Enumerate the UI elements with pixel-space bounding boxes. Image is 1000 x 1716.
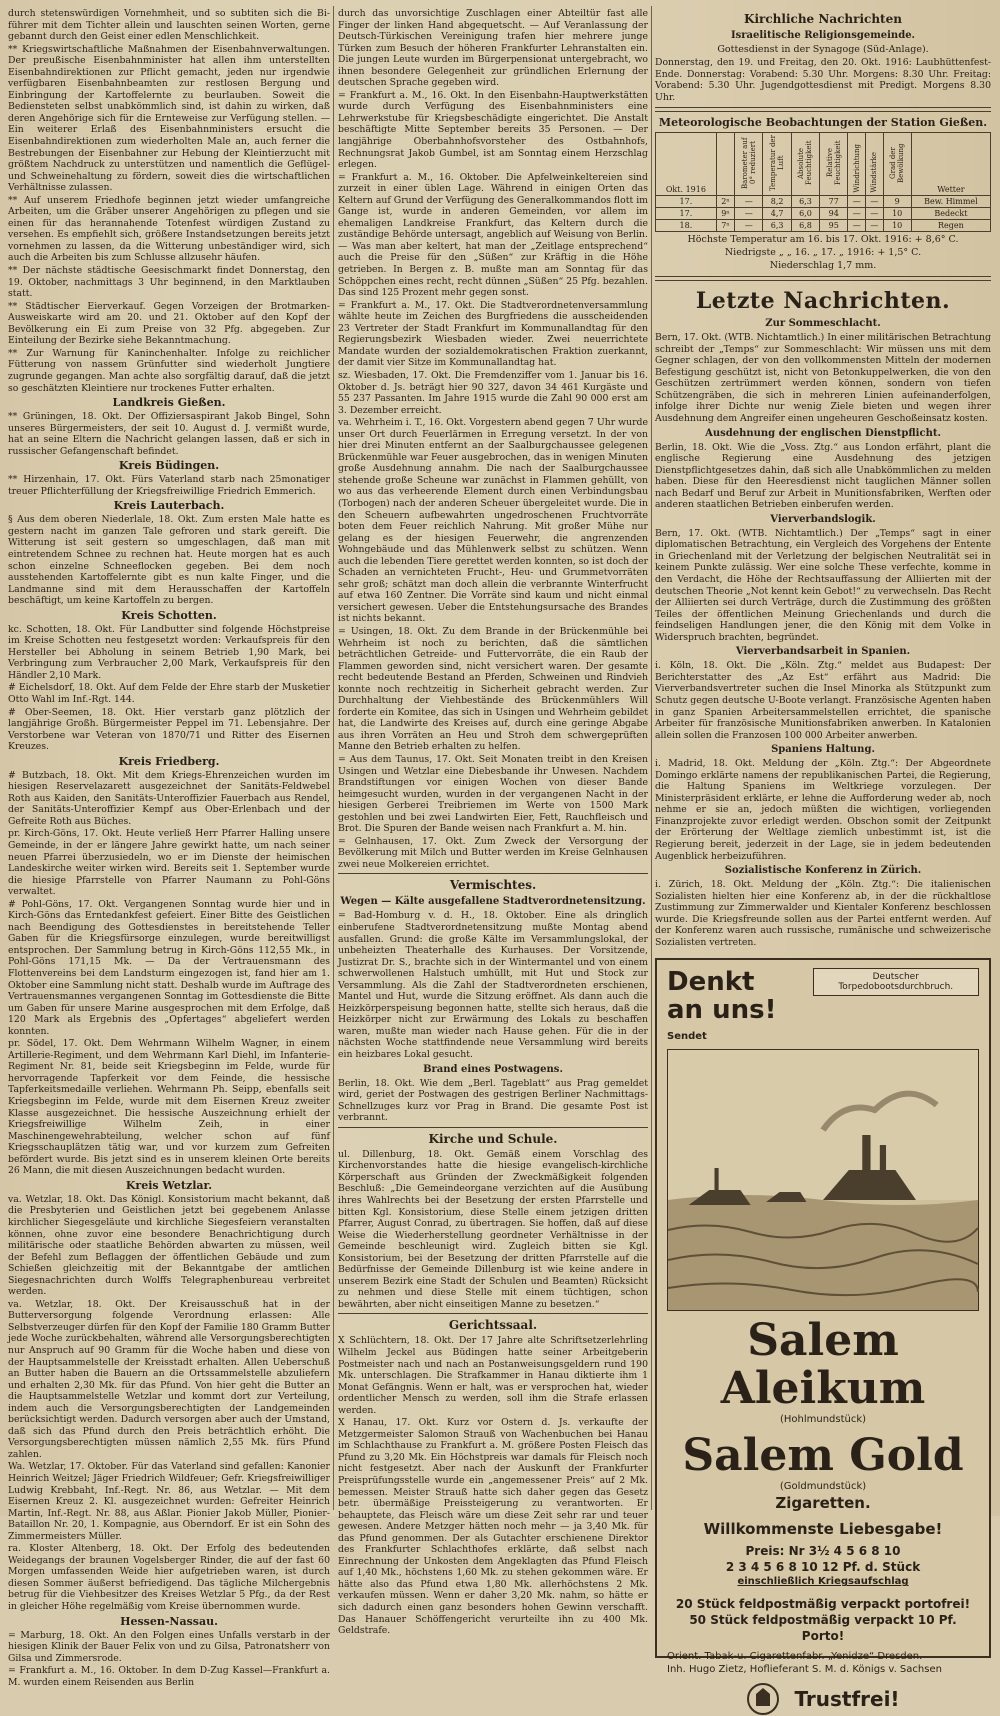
article-headline: Brand eines Postwagens.	[423, 1063, 563, 1075]
article-text: # Eichelsdorf, 18. Okt. Auf dem Felde der Ehre starb der Musketier Otto Wahl im Inf.-Rgt. 144.	[8, 682, 330, 705]
section-heading: Kreis Wetzlar.	[125, 1178, 213, 1192]
ship-scene-icon	[668, 1050, 978, 1310]
ad-sea-battle-illustration	[667, 1049, 979, 1311]
article-text: Berlin, 18. Okt. Wie die „Voss. Ztg.“ aus London erfährt, plant die englische Regierung eine Ausdehnung des jetzigen Dienstpflichtgesetzes dahin, daß sich alle Unabkömmlichen zu melden haben. Diese für den Heeresdienst nicht tauglichen Männer sollen nach Bedarf und Beruf zur Arbeit in Munitionsfabriken, Werften oder anderen staatlichen Betrieben einberufen werden.	[655, 441, 991, 511]
divider	[655, 276, 991, 281]
ad-postage-20: 20 Stück feldpostmäßig verpackt portofrei!	[675, 1597, 971, 1612]
article-text: Berlin, 18. Okt. Wie dem „Berl. Tageblatt“ aus Prag gemeldet wird, geriet der Postwagen des gestrigen Berliner Nachmittags-Schnellzuges kurz vor Prag in Brand. Die gesamte Post ist verbrannt.	[338, 1077, 648, 1124]
article-text: = Aus dem Taunus, 17. Okt. Seit Monaten treibt in den Kreisen Usingen und Wetzlar eine Diebesbande ihr Unwesen. Nachdem Brandstiftungen vor einigen Wochen von dieser Bande heimgesucht wurden, wurden in der vergangenen Nacht in der hiesigen Gerberei Treibriemen im Werte von 1500 Mark gestohlen und bei zwei Landwirten Eier, Fett, Rauchfleisch und Brot. Die Spuren der Bande weisen nach Frankfurt a. M. hin.	[338, 754, 648, 835]
article-text: ** Hirzenhain, 17. Okt. Fürs Vaterland starb nach 25monatiger treuer Pflichterfüllung der Kriegsfreiwillige Friedrich Emmerich.	[8, 474, 330, 497]
ad-company-owner: Inh. Hugo Zietz, Hoflieferant S. M. d. Königs v. Sachsen	[667, 1664, 942, 1676]
weather-table-cell: Regen	[911, 220, 990, 232]
weather-table-cell: —	[865, 196, 883, 208]
weather-table-cell: 10	[883, 220, 911, 232]
article-text: = Marburg, 18. Okt. An den Folgen eines Unfalls verstarb in der hiesigen Klinik der Bauer Felix von und zu Gilsa, Patronatsherr von Gilsa und Zimmersrode.	[8, 1629, 330, 1664]
weather-table-cell: —	[735, 220, 763, 232]
section-heading: Kreis Friedberg.	[118, 754, 220, 768]
ad-company: Orient. Tabak-u. Cigarettenfabr. „Yenidze“ Dresden.	[667, 1651, 923, 1663]
ad-surcharge: einschließlich Kriegsaufschlag	[737, 1576, 909, 1588]
weather-table-header-cell	[735, 133, 763, 196]
weather-table-header-label: Barometer auf 0° reduziert	[740, 137, 757, 189]
article-text: Bern, 17. Okt. (WTB. Nichtamtlich.) Der „Temps“ sagt in einer diplomatischen Betrachtung, ein Vergleich des Vorgehens der Entente in Griechenland mit der Verletzung der belgischen Neutralität sei in keinem Punkte zulässig. Wer eine solche These verfechte, komme in den Verdacht, die Höhe der Rechtsauffassung der Alliierten mit der deutschen Theorie „Not kennt kein Gebot!“ zu verwechseln. Das Recht der Alliierten sei durch Verträge, durch die Zustimmung des größten Teiles der öffentlichen Meinung Griechenlands und durch die feindseligen Handlungen jener, die den König mit dem Volke in Widerspruch brachten, begründet.	[655, 527, 991, 643]
weather-table-header-label: Temperatur der Luft	[769, 135, 786, 192]
section-heading: Meteorologische Beobachtungen der Station Gießen.	[658, 116, 988, 130]
article-text: va. Wetzlar, 18. Okt. Der Kreisausschuß hat in der Butterversorgung folgende Verordnung erlassen: Alle Selbstverzeuger dürfen für den Kopf der Familie 180 Gramm Butter jede Woche zurückbehalten, während alle Versorgungsberechtigten nur Anspruch auf 90 Gramm für die Woche haben und diese von der Hauptsammelstelle der Kreisstadt erhalten. Allen Ueberschuß an Butter haben die Bauern an die Ortssammelstelle abzuliefern und erhalten 2,30 Mk. für das Pfund. Von hier geht die Butter an die Hauptsammelstelle Wetzlar und kommt dort zur Verteilung, indem auch die Versorgungsberechtigten der Landgemeinden berücksichtigt werden. Dadurch versorgen aber auch der Umstand, daß sich das Pfund durch den Preis beträchtlich erhöht. Die Versorgungsberechtigten müssen nämlich 2,55 Mk. fürs Pfund zahlen.	[8, 1298, 330, 1460]
article-text: Donnerstag, den 19. und Freitag, den 20. Okt. 1916: Laubhüttenfest-Ende. Donnerstag: Vorabend: 5.30 Uhr. Morgens: 8.30 Uhr. Freitag: Vorabend: 5.30 Uhr. Jugendgottesdienst mit Predigt. Morgens 8.30 Uhr.	[655, 57, 991, 103]
weather-table-cell: Bedeckt	[911, 208, 990, 220]
weather-table-cell: 6,3	[763, 220, 791, 232]
weather-table-row	[656, 220, 991, 232]
article-text: pr. Södel, 17. Okt. Dem Wehrmann Wilhelm Wagner, in einem Artillerie-Regiment, und dem Wehrmann Karl Diehl, im Infanterie-Regiment Nr. 81, beide seit Kriegsbeginn im Felde, wurde für hervorragende Tapferkeit vor dem Feinde, die hessische Tapferkeitsmedaille verliehen. Wehrmann Ph. Seipp, ebenfalls seit Kriegsbeginn im Felde, wurde mit dem Eisernen Kreuz zweiter Klasse ausgezeichnet. Die hessische Auszeichnung erhielt der Kriegsfreiwillige Wilhelm Zeih, in einer Maschinengewehrabteilung, welcher schon auf fünf Kriegsschauplätzen tätig war, und vor kurzem zum Gefreiten befördert wurde. Bis jetzt sind es in unserem kleinen Orte bereits 26 Mann, die mit diesen Auszeichnungen bedacht wurden.	[8, 1038, 330, 1177]
weather-table-cell: 6,8	[791, 220, 819, 232]
divider	[338, 1127, 648, 1128]
weather-table-row	[656, 196, 991, 208]
column-rule	[333, 6, 334, 1510]
article-text: X Hanau, 17. Okt. Kurz vor Ostern d. Js. verkaufte der Metzgermeister Salomon Strauß von Wachenbuchen bei Hanau im Schlachthause zu Frankfurt a. M. größere Posten Fleisch das Pfund zu 3,20 Mk. Ein Höchstpreis war damals für Fleisch noch nicht festgesetzt. Aber nach der Auskunft der Frankfurter Preisprüfungsstelle wurde ein „angemessener Preis“ auf 2 Mk. bemessen. Meister Strauß hatte sich daher gegen das Gesetz betr. übermäßige Preissteigerung zu verantworten. Er behauptete, das Fleisch wäre um diese Zeit sehr rar und teuer gewesen. Andere Metzger hätten noch mehr — ja 3,40 Mk. für das Pfund genommen. Der als Gutachter erschienene Direktor des Frankfurter Schlachthofes erklärte, daß selbst nach Einrechnung der Unkosten dem Angeklagten das Pfund Fleisch auf 1,40 Mk., höchstens 1,60 Mk. zu stehen gekommen wäre. Er hätte also das Pfund etwa 1,80 Mk. allerhöchstens 2 Mk. verkaufen müssen. Wenn er daher 3,20 Mk. nahm, so hätte er sich dadurch einen ganz besonders hohen Gewinn verschafft. Das Hanauer Schöffengericht verurteilte ihn zu 400 Mk. Geldstrafe.	[338, 1417, 648, 1637]
article-text: durch stetenswürdigen Vornehmheit, und so subtiten sich die Bi- führer mit dem Tichter allein und lauschten seinen Worten, gerne gebannt durch den Geist einer edlen Menschlichkeit.	[8, 8, 330, 43]
ad-price-values: 2 3 4 5 6 8 10 12 Pf. d. Stück	[725, 1560, 921, 1575]
article-text: § Aus dem oberen Niederlale, 18. Okt. Zum ersten Male hatte es gestern nacht im ganzen Tale gefroren und stark gereift. Die Witterung ist seit gestern so umgeschlagen, daß man mit eintretendem Schnee zu rechnen hat. Heute morgen hat es auch schon einzelne Schneeflocken gegeben. Bei dem noch ausstehenden Kartoffelernte gibt es nun kalte Finger, und die Landmanne sind mit dem Herausschaffen der Kartoffeln beschäftigt, um keine Kartoffeln zu bergen.	[8, 514, 330, 607]
weather-table-cell: 4,7	[763, 208, 791, 220]
article-headline: Vierverbandsarbeit in Spanien.	[735, 646, 911, 658]
weather-table-cell: 7ⁿ	[716, 220, 734, 232]
section-heading: Kirchliche Nachrichten	[744, 12, 902, 26]
weather-table-header-cell	[763, 133, 791, 196]
article-headline: Vierverbandslogik.	[770, 513, 876, 525]
weather-table-cell: 18.	[656, 220, 717, 232]
weather-table-header-label: Windstärke	[870, 151, 879, 193]
weather-table-cell: 17.	[656, 196, 717, 208]
article-text: # Pohl-Göns, 17. Okt. Vergangenen Sonntag wurde hier und in Kirch-Göns das Erntedankfest gefeiert. Einer Bitte des Geistlichen nach Beendigung des Gottesdienstes in bereitstehende Teller Gaben für die Kriegsfürsorge einzulegen, wurde bereitwilligst entsprochen. Der Sammlung betrug in Kirch-Göns 112,55 Mk., in Pohl-Göns 171,15 Mk. — Da der Vertrauensmann des Flottenvereins bei dem Landsturm eingezogen ist, fand hier am 1. Oktober eine Sammlung nicht statt. Deshalb wurde im Auftrage des Vertrauensmannes vergangenen Sonntag im Gottesdienste die Bitte um Gaben für unsere Marine ausgesprochen mit dem Erfolge, daß 120 Mark als Ergebnis des „Opfertages“ abgeliefert werden konnten.	[8, 898, 330, 1037]
weather-table-cell: 77	[820, 196, 848, 208]
weather-table-cell: 2ⁿ	[716, 196, 734, 208]
weather-table-header-cell	[911, 133, 990, 196]
article-text: = Frankfurt a. M., 16. Oktober. Die Apfelweinkeltereien sind zurzeit in einer üblen Lage. Während in einigen Orten das Keltern auf Grund der Verfügung des Generalkommandos flott im Gange ist, wurde in anderen Gemeinden, vor allem im ehemaligen Landkreise Frankfurt, das Keltern durch die zuständige Behörde untersagt, angeblich auf Weisung von Berlin. — Was man aber keltert, hat man der „Zeitlage entsprechend“ auch die Preise für den „Süßen“ zur Kräftig in die Höhe getrieben. In Bergen z. B. mußte man am Sonntag für das Schöppchen eines recht, recht dünnen „Süßen“ 25 Pfg. bezahlen. Das sind 125 Prozent mehr gegen sonst.	[338, 171, 648, 299]
weather-table-header-cell	[656, 133, 717, 196]
weather-table-header-cell	[883, 133, 911, 196]
ad-trustfrei: Trustfrei!	[794, 1687, 900, 1712]
column-left	[8, 8, 330, 1688]
article-text: Wa. Wetzlar, 17. Oktober. Für das Vaterland sind gefallen: Kanonier Heinrich Weitzel; Jäger Friedrich Wildfeuer; Gefr. Kriegsfreiwilliger Ludwig Krebbaht, Inf.-Regt. Nr. 86, aus Wetzlar. — Mit dem Eisernen Kreuz 2. Kl. ausgezeichnet wurden: Gefreiter Heinrich Martin, Inf.-Regt. Nr. 88, aus Aßlar. Pionier Jakob Müller, Pionier-Bataillon Nr. 20, 1. Kompagnie, aus Oberndorf. Er ist ein Sohn des Zimmermeisters Müller.	[8, 1461, 330, 1542]
weather-min-temp: Niedrigste „ „ 16. „ 17. „ 1916: + 1,5° C.	[724, 247, 922, 259]
article-text: = Frankfurt a. M., 17. Okt. Die Stadtverordnetenversammlung wählte heute im Zeichen des Burgfriedens die ausscheidenden 23 Vertreter der Stadt Frankfurt im Kommunallandtag für den Regierungsbezirk Wiesbaden wieder. Zwei neuerrichtete Mandate wurden der sozialdemokratischen Fraktion zuerkannt, der damit vier Sitze im Kommunallandtag hat.	[338, 299, 648, 369]
ad-caption-box: Deutscher Torpedobootsdurchbruch.	[813, 968, 980, 996]
weather-table-header-cell	[820, 133, 848, 196]
article-subheadline: Gottesdienst in der Synagoge (Süd-Anlage).	[717, 44, 929, 55]
article-headline: Israelitische Religionsgemeinde.	[730, 30, 916, 41]
ad-postage-50: 50 Stück feldpostmäßig verpackt 10 Pf. Porto!	[689, 1613, 957, 1644]
section-heading: Kreis Schotten.	[121, 608, 217, 622]
article-text: sz. Wiesbaden, 17. Okt. Die Fremdenziffer vom 1. Januar bis 16. Oktober d. Js. beträgt hier 90 327, davon 34 461 Kurgäste und 55 237 Passanten. Im Jahre 1915 wurde die Zahl 90 000 erst am 3. Dezember erreicht.	[338, 369, 648, 416]
ad-brand-sub: (Goldmundstück)	[779, 1481, 867, 1493]
weather-table-cell: —	[735, 208, 763, 220]
weather-table-cell: —	[848, 208, 866, 220]
ad-brand-sub: (Hohlmundstück)	[779, 1414, 867, 1426]
article-text: = Usingen, 18. Okt. Zu dem Brande in der Brückenmühle bei Wehrheim ist noch zu berichten, daß die sämtlichen beträchtlichen Getreide- und Futtervorräte, die ein Raub der Flammen geworden sind, nicht versichert waren. Der gesamte recht bedeutende Bestand an Pferden, Schweinen und Rindvieh konnte noch rechtzeitig in Sicherheit gebracht werden. Zur Durchhaltung der Viehbestände des Brückenmühlers Will forderte ein Komitee, das sich in Usingen und Wehrheim gebildet hat, die Landwirte des Kreises auf, durch eine geringe Abgabe aus ihren Vorräten an Heu und Stroh dem schwergeprüften Manne den Betrieb erhalten zu helfen.	[338, 625, 648, 753]
article-text: pr. Kirch-Göns, 17. Okt. Heute verließ Herr Pfarrer Halling unsere Gemeinde, in der er längere Jahre gewirkt hatte, um nach seiner neuen Pfarrei überzusiedeln, wo er im Dienste der heimischen Landeskirche weiter wirken wird. Bereits seit 1. September wurde die hiesige Pfarrstelle von Pfarrer Naumann zu Pohl-Göns verwaltet.	[8, 828, 330, 898]
article-text: ** Zur Warnung für Kaninchenhalter. Infolge zu reichlicher Fütterung von nassem Grünfutter sind wiederholt Jungtiere zugrunde gegangen. Man achte also sorgfältig darauf, daß die jetzt so geschätzten Kleintiere nur trockenes Futter erhalten.	[8, 347, 330, 394]
weather-table-header-label: Relative Feuchtigkeit	[825, 140, 842, 186]
article-text: ** Auf unserem Friedhofe beginnen jetzt wieder umfangreiche Arbeiten, um die Gräber unserer Angehörigen zu pflegen und sie einen für das herannahende Totenfest würdigen Zustand zu versehen. Es empfiehlt sich, größere Instandsetzungen bereits jetzt vornehmen zu lassen, da die Witterung unbeständiger wird, sich auch die Arbeiten bis zum Schlusse allzusehr häufen.	[8, 194, 330, 264]
article-text: ul. Dillenburg, 18. Okt. Gemäß einem Vorschlag des Kirchenvorstandes hatte die hiesige evangelisch-kirchliche Körperschaft aus Gründen der Zweckmäßigkeit folgenden Beschluß: „Die Gemeindeorgane verzichten auf die Ausübung ihres Wahlrechts bei der Besetzung der ersten Pfarrstelle und bitten Kgl. Konsistorium, diese Stelle einem jetzigen dritten Pfarrer, August Conrad, zu übertragen. Sie hoffen, daß auf diese Weise die Wiederherstellung geordneter Verhältnisse in der Gemeinde beschleunigt wird. Zugleich bitten sie Kgl. Konsistorium, bei der Besetzung der dritten Pfarrstelle auf die Bedürfnisse der Gemeinde Dillenburg ist wie keine andere in unserem Bezirk eine Stadt der Schulen und Beamten) Rücksicht zu nehmen und diese Stelle mit einem tüchtigen, schon bewährten, aber nicht einseitigen Manne zu besetzen.“	[338, 1148, 648, 1310]
ad-slogan-denkt: Denkt	[667, 967, 755, 998]
ad-slogan-sendet: Sendet	[667, 1031, 707, 1043]
article-text: X Schlüchtern, 18. Okt. Der 17 Jahre alte Schriftsetzerlehrling Wilhelm Jeckel aus Büdingen hatte seiner Arbeitgeberin Postmeister nach und nach an Postanweisungsgeldern rund 190 Mk. unterschlagen. Die Strafkammer in Hanau diktierte ihm 1 Monat Gefängnis. Wenn er halt, was er versprochen hat, wieder ordentlicher Mensch zu werden, soll ihm die Strafe erlassen werden.	[338, 1335, 648, 1416]
weather-table-header-cell	[865, 133, 883, 196]
column-middle	[338, 8, 649, 1637]
divider	[338, 1313, 648, 1314]
weather-table-header-label: Windrichtung	[852, 143, 861, 193]
section-heading: Hessen-Nassau.	[120, 1614, 218, 1628]
article-text: = Frankfurt a. M., 16. Okt. In den Eisenbahn-Hauptwerkstätten wurde durch Verfügung des Eisenbahnministers eine Lehrwerkstube für Kriegsbeschädigte eingerichtet. Die Anstalt beschäftigte Mitte September bereits 35 Personen. — Der langjährige Oberbahnhofsvorsteher des Ostbahnhofs, Rechnungsrat Jakob Gumbel, ist am Sonntag einem Herzschlag erlegen.	[338, 89, 648, 171]
ad-price-numbers: Preis: Nr 3½ 4 5 6 8 10	[745, 1544, 901, 1559]
ad-tagline: Willkommenste Liebesgabe!	[703, 1520, 943, 1539]
ad-brand-salem-gold: Salem Gold	[682, 1430, 964, 1482]
divider	[338, 873, 648, 874]
article-text: i. Zürich, 18. Okt. Meldung der „Köln. Ztg.“: Die italienischen Sozialisten hielten hier eine Konferenz ab, in der die rückhaltlose Zustimmung zur Zimmerwalder und Kientaler Konferenz beschlossen wurde. Die Kriegsfreunde sollen aus der Partei entfernt werden. Auf der Konferenz waren auch russische, rumänische und schweizerische Sozialisten vertreten.	[655, 879, 991, 948]
weather-table-cell: —	[865, 208, 883, 220]
crest-icon	[746, 1682, 780, 1716]
weather-table-cell: 6,3	[791, 196, 819, 208]
article-text: va. Wehrheim i. T., 16. Okt. Vorgestern abend gegen 7 Uhr wurde unser Ort durch Feuerlärmen in Erregung versetzt. In der von hier drei Minuten entfernt an der Saalburgchaussee gelegenen Brückenmühle war Feuer ausgebrochen, das in wenigen Minuten große Ausdehnung annahm. Die nach der Saalburgchaussee stehende große Scheune war zunächst in Flammen gehüllt, von wo aus das verheerende Element durch einen Verbindungsbau (Torbogen) nach der anderen Scheuer übergeleitet wurde. Die in den Scheuern aufbewahrten ungedroschenen Fruchtvorräte boten dem Feuer reichlich Nahrung. Mit großer Mühe nur gelang es der hiesigen Feuerwehr, die angrenzenden Wohngebäude und das Mühlenwerk selbst zu schützen. Wenn auch die lebenden Tiere gerettet werden konnten, so ist doch der Schaden an vernichteten Frucht-, Heu- und Grummetvorräten sehr groß; schätzt man doch allein die verbrannte Winterfrucht auf etwa 160 Zentner. Die Vorräte sind kaum und nicht einmal versichert gewesen. Ueber die Entstehungsursache des Brandes ist nichts bekannt.	[338, 417, 649, 625]
weather-table-header-label: Okt. 1916	[665, 185, 706, 195]
article-text: va. Wetzlar, 18. Okt. Das Königl. Konsistorium macht bekannt, daß die Presbyterien und Geistlichen jetzt bei gegebenem Anlasse kirchlicher Siegesgeläute und kirchliche Siegesfeiern veranstalten können, ohne zuvor eine besondere Benachrichtigung durch militärische oder staatliche Behörden abwarten zu müssen, weil der Befehl zum Beflaggen der öffentlichen Gebäude und zum Schießen gleichzeitig mit der Bekanntgabe der amtlichen Siegesnachrichten durch Wolffs Telegraphenbureau verbreitet werden.	[8, 1193, 330, 1298]
article-text: ** Grüningen, 18. Okt. Der Offiziersaspirant Jakob Bingel, Sohn unseres Bürgermeisters, der seit 10. August d. J. vermißt wurde, hat an seine Eltern die Nachricht gelangen lassen, daß er sich in russischer Gefangenschaft befindet.	[8, 411, 330, 457]
divider	[655, 107, 991, 112]
weather-table-cell: 6,0	[791, 208, 819, 220]
weather-table-cell: 95	[820, 220, 848, 232]
weather-table-cell: —	[865, 220, 883, 232]
article-text: ** Kriegswirtschaftliche Maßnahmen der Eisenbahnverwaltungen. Der preußische Eisenbahnminister hat allen ihm unterstellten Eisenbahndirektionen zur Pflicht gemacht, jeden nur irgendwie verfügbaren Eisenbahnbeamten zur restlosen Bergung und Einbringung der Kartoffelernte zu beurlauben. Soweit die Bediensteten selbst unabkömmlich sind, ist dahin zu wirken, daß deren Angehörige sich für die Ernteweise zur Verfügung stellen. — Ein weiterer Erlaß des Eisenbahnministers ersucht die Eisenbahndirektionen zum wiederholten Male an, auch ferner die Bestrebungen der Eisenbahner zur Hebung der Kleintierzucht mit größtem Nachdruck zu unterstützen und namentlich die Geflügel- und Schweinehaltung zu fördern, soweit dies die wirtschaftlichen Verhältnisse zulassen.	[8, 43, 330, 194]
weather-table-cell: —	[735, 196, 763, 208]
ad-brand-salem-aleikum: Salem Aleikum	[720, 1315, 926, 1415]
article-text: = Frankfurt a. M., 16. Oktober. In dem D-Zug Kassel—Frankfurt a. M. wurden einem Reisenden aus Berlin	[8, 1665, 330, 1688]
section-heading: Landkreis Gießen.	[112, 396, 226, 410]
column-right	[655, 8, 991, 1712]
ad-slogan-anuns: an uns!	[667, 995, 777, 1026]
weather-table-cell: 94	[820, 208, 848, 220]
article-text: # Ober-Seemen, 18. Okt. Hier verstarb ganz plötzlich der langjährige Großh. Bürgermeister Peppel im 71. Lebensjahre. Der Verstorbene war Veteran von 1870/71 und Ritter des Eisernen Kreuzes.	[8, 706, 330, 753]
article-headline: Zur Sommeschlacht.	[765, 318, 881, 330]
weather-table-header-cell	[791, 133, 819, 196]
weather-table-cell: Bew. Himmel	[911, 196, 990, 208]
weather-table-body	[656, 196, 991, 232]
section-heading: Kirche und Schule.	[428, 1131, 558, 1146]
column-rule	[651, 6, 652, 1510]
weather-table-cell: 17.	[656, 208, 717, 220]
article-headline: Sozialistische Konferenz in Zürich.	[724, 865, 922, 877]
section-heading: Kreis Lauterbach.	[113, 499, 225, 513]
article-text: Bern, 17. Okt. (WTB. Nichtamtlich.) In einer militärischen Betrachtung schreibt der „Temps“ zur Sommeschlacht: Wir müssen uns mit dem Gegner schlagen, der von den vollkommensten Mitteln der modernen Befestigung geschützt ist, nicht von Betonkuppelwerken, die von den Geschützen zertrümmert werden können, sondern von tiefen Schützengräben, die sich in mehreren Linien aufeinanderfolgen, infolge ihrer Dichte nur wenig Ziele bieten und wegen ihrer Ausdehnung dem Angreifer einen ungeheuren Geschoßeinsatz kosten.	[655, 332, 991, 425]
weather-max-temp: Höchste Temperatur am 16. bis 17. Okt. 1916: + 8,6° C.	[687, 234, 959, 246]
article-headline: Spaniens Haltung.	[771, 744, 875, 756]
weather-table-cell: 10	[883, 208, 911, 220]
weather-table-header-cell	[848, 133, 866, 196]
section-heading: Kreis Büdingen.	[118, 459, 220, 473]
article-text: # Butzbach, 18. Okt. Mit dem Kriegs-Ehrenzeichen wurden im hiesigen Reservelazarett ausgezeichnet der Sanitäts-Feldwebel Roth aus Kaiden, den Sanitäts-Unteroffizier Fauerbach aus Rendel, der Sanitäts-Unteroffizier Kempf aus Ober-Erlenbach und der Gefreite Roth aus Büches.	[8, 769, 330, 827]
weather-table-cell: 9ⁿ	[716, 208, 734, 220]
weather-table-header-label: Wetter	[937, 185, 965, 195]
weather-precipitation: Niederschlag 1,7 mm.	[769, 260, 877, 272]
section-heading: Vermischtes.	[449, 878, 537, 893]
cigarette-advertisement	[655, 958, 991, 1712]
article-text: durch das unvorsichtige Zuschlagen einer Abteiltür fast alle Finger der linken Hand abgequetscht. — Auf Veranlassung der Deutsch-Türkischen Vereinigung trafen hier mehrere junge Türken zum Besuch der höheren Frankfurter Lehranstalten ein. Die jungen Leute wurden im Bürgerpensionat untergebracht, wo ihnen besondere Gelegenheit zur gründlichen Erlernung der deutschen Sprache gegeben wird.	[338, 8, 648, 89]
article-text: i. Köln, 18. Okt. Die „Köln. Ztg.“ meldet aus Budapest: Der Berichterstatter des „Az Est“ erfährt aus Madrid: Die Vierverbandsvertreter suchen die Insel Minorka als Stützpunkt zum Schutz gegen deutsche U-Boote verlangt. Französische Agenten haben in ganz Spanien Arbeitersammelstellen errichtet, die spanische Arbeiter für französische Munitionsfabriken anwerben. In Katalonien allein sollen die Franzosen 100 000 Arbeiter anwerben.	[655, 660, 991, 741]
weather-table	[655, 132, 991, 232]
weather-table-cell: 9	[883, 196, 911, 208]
weather-table-header	[656, 133, 991, 196]
article-headline: Ausdehnung der englischen Dienstpflicht.	[705, 427, 941, 439]
article-text: ** Der nächste städtische Geesischmarkt findet Donnerstag, den 19. Oktober, nachmittags 3 Uhr beginnend, in den Marktlauben statt.	[8, 265, 330, 300]
article-text: kc. Schotten, 18. Okt. Für Landbutter sind folgende Höchstpreise im Kreise Schotten neu festgesetzt worden: Verkaufspreis für den Hersteller bei Abholung in seinem Betrieb 1,90 Mark, bei Verbringung zum Verbraucher 2,00 Mark, Verkaufspreis für den Händler 2,10 Mark.	[8, 623, 330, 681]
article-text: = Bad-Homburg v. d. H., 18. Oktober. Eine als dringlich einberufene Stadtverordnetensitzung mußte Montag abend ausfallen. Grund: die große Kälte im Versammlungslokal, der unbeheizten Theaterhalle des Kurhauses. Der Vorsitzende, Justizrat Dr. S., brachte sich in der Wintermantel und von einem schwerwollenen Halstuch umhüllt, mit Hut und Stock zur Versammlung. Als die Zahl der Stadtverordneten erschienen, Mantel und Hut, wurde die Sitzung eröffnet. Als dann auch die Heizkörperspeisung begonnen hatte, stellte sich heraus, daß die Heizkörper nicht zur Erwärmung des Lokals zu beschaffen waren, mußte man wieder nach Hause gehen. Für die in der nächsten Woche stattfindende neue Versammlung wird bereits ein heizbares Lokal gesucht.	[338, 910, 648, 1061]
weather-table-row	[656, 208, 991, 220]
weather-table-header-label: Absolute Feuchtigkeit	[797, 140, 814, 186]
article-text: i. Madrid, 18. Okt. Meldung der „Köln. Ztg.“: Der Abgeordnete Domingo erklärte namens der republikanischen Partei, die Regierung, die Haltung Spaniens im Weltkriege vorzulegen. Der Ministerpräsident erklärte, er lehne die Aufforderung weder ab, noch nehme er sie an, jedoch müßten die wichtigen, vorliegenden Finanzprojekte zuvor erledigt werden. Obschon somit der Zeitpunkt der Erörterung der Weltlage ziemlich unbestimmt ist, ist die Regierung bereit, jederzeit in der Lage, sie in jedem bedeutenden Augenblick herbeizuführen.	[655, 758, 991, 862]
weather-table-header-cell	[716, 133, 734, 196]
section-heading: Gerichtssaal.	[448, 1318, 538, 1333]
weather-table-cell: —	[848, 220, 866, 232]
article-text: ** Städtischer Eierverkauf. Gegen Vorzeigen der Brotmarken-Ausweiskarte wird am 20. und 21. Oktober auf den Kopf der Bevölkerung ein Ei zum Preise von 32 Pfg. abgegeben. Zur Einteilung der Bezirke siehe Bekanntmachung.	[8, 300, 330, 347]
weather-table-cell: —	[848, 196, 866, 208]
weather-table-cell: 8,2	[763, 196, 791, 208]
article-text: = Gelnhausen, 17. Okt. Zum Zweck der Versorgung der Bevölkerung mit Milch und Butter werden im Kreise Gelnhausen zwei neue Molkereien errichtet.	[338, 835, 648, 870]
weather-table-header-label: Grad der Bewölkung	[889, 143, 906, 183]
section-masthead: Letzte Nachrichten.	[695, 288, 951, 315]
ad-product: Zigaretten.	[775, 1494, 871, 1513]
article-headline: Wegen — Kälte ausgefallene Stadtverordnetensitzung.	[340, 896, 646, 908]
article-text: ra. Kloster Altenberg, 18. Okt. Der Erfolg des bedeutenden Weidegangs der braunen Vogelsberger Rinder, die auf der fast 60 Morgen umfassenden Weide hier aufgetrieben waren, ist durch diesen Sommer äußerst befriedigend. Das tägliche Milchergebnis betrug für die Viehbesitzer des Kreises Wetzlar 5 Pfg., da der Rest in gleicher Höhe regelmäßig vom Kreise übernommen wurde.	[8, 1543, 330, 1612]
